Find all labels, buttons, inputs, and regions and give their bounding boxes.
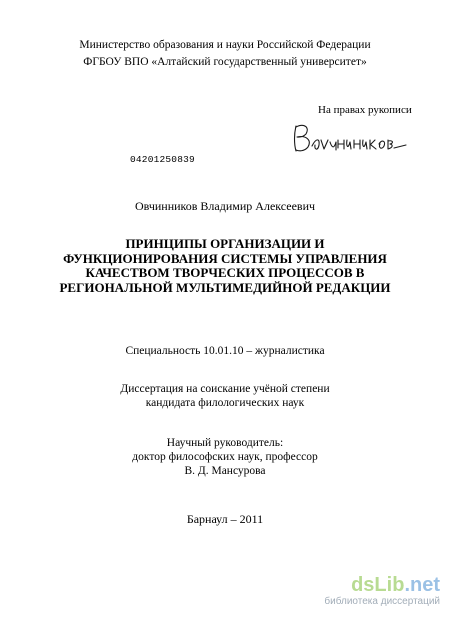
title-line: ПРИНЦИПЫ ОРГАНИЗАЦИИ И [125, 236, 325, 251]
title-line: РЕГИОНАЛЬНОЙ МУЛЬТИМЕДИЙНОЙ РЕДАКЦИИ [59, 279, 391, 295]
degree-statement [0, 382, 450, 410]
ministry-name: Министерство образования и науки Российской Федерации [79, 39, 371, 51]
watermark [324, 574, 448, 614]
watermark-logo-part2: .net [404, 574, 440, 596]
title-line: ФУНКЦИОНИРОВАНИЯ СИСТЕМЫ УПРАВЛЕНИЯ [63, 250, 387, 266]
record-id: 04201250839 [130, 154, 195, 165]
watermark-logo-part1: dsLib [351, 574, 405, 596]
supervisor-heading: Научный руководитель: [166, 437, 284, 449]
handwritten-signature [290, 118, 410, 160]
title-line: КАЧЕСТВОМ ТВОРЧЕСКИХ ПРОЦЕССОВ В [85, 265, 365, 280]
city-year: Барнаул – 2011 [186, 512, 264, 526]
dissertation-title [0, 237, 450, 295]
university-name: ФГБОУ ВПО «Алтайский государственный университет» [83, 56, 367, 68]
supervisor-title: доктор философских наук, профессор [132, 451, 318, 463]
watermark-logo [351, 574, 440, 596]
rights-label: На правах рукописи [318, 104, 412, 116]
specialty: Специальность 10.01.10 – журналистика [125, 345, 325, 357]
supervisor-name: В. Д. Мансурова [184, 465, 266, 477]
degree-line: Диссертация на соискание учёной степени [120, 383, 330, 395]
watermark-subtitle: библиотека диссертаций [324, 596, 440, 607]
author-name: Овчинников Владимир Алексеевич [134, 199, 316, 213]
degree-line: кандидата филологических наук [145, 397, 305, 409]
supervisor-block [0, 436, 450, 478]
